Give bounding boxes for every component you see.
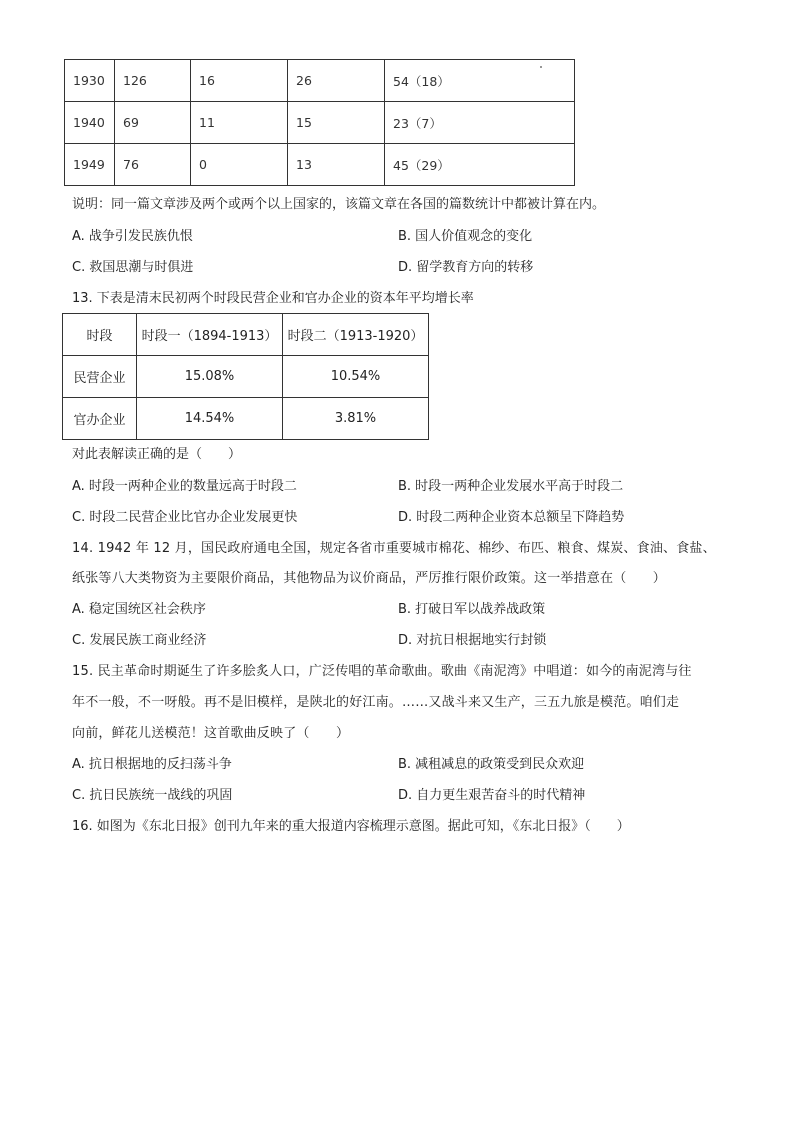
q15-option-d[interactable]: D. 自力更生艰苦奋斗的时代精神 <box>398 788 586 803</box>
q13-stem: 13. 下表是清末民初两个时段民营企业和官办企业的资本年平均增长率 <box>72 291 474 306</box>
q12-option-a[interactable]: A. 战争引发民族仇恨 <box>72 229 193 244</box>
growth-rate-table <box>62 313 429 440</box>
table-row <box>63 398 429 440</box>
table-cell: 10.54% <box>283 356 429 398</box>
q15-option-c[interactable]: C. 抗日民族统一战线的巩固 <box>72 788 233 803</box>
table-cell: 官办企业 <box>63 398 137 440</box>
q12-option-b[interactable]: B. 国人价值观念的变化 <box>398 229 533 244</box>
q15-option-b[interactable]: B. 减租减息的政策受到民众欢迎 <box>398 757 585 772</box>
table-cell: 11 <box>191 102 288 144</box>
q12-option-d[interactable]: D. 留学教育方向的转移 <box>398 260 534 275</box>
table-row <box>65 102 575 144</box>
table-cell: 1930 <box>65 60 115 102</box>
table-cell: 15 <box>288 102 385 144</box>
table-row <box>65 60 575 102</box>
q15-option-a[interactable]: A. 抗日根据地的反扫荡斗争 <box>72 757 232 772</box>
q14-stem-line2: 纸张等八大类物资为主要限价商品，其他物品为议价商品，严厉推行限价政策。这一举措意在（ ） <box>72 571 667 586</box>
table-cell: 民营企业 <box>63 356 137 398</box>
q12-option-c[interactable]: C. 救国思潮与时俱进 <box>72 260 194 275</box>
table-cell: 15.08% <box>137 356 283 398</box>
q15-stem-line3: 向前，鲜花儿送模范！这首歌曲反映了（ ） <box>72 726 350 741</box>
table-cell: 3.81% <box>283 398 429 440</box>
table-cell: 16 <box>191 60 288 102</box>
table-cell: 0 <box>191 144 288 186</box>
table-cell: 23（7） <box>385 102 575 144</box>
table-cell: 54（18） <box>385 60 575 102</box>
table-header-cell: 时段二（1913-1920） <box>283 314 429 356</box>
table-cell: 126 <box>115 60 191 102</box>
table-header-cell: 时段 <box>63 314 137 356</box>
q14-stem-line1: 14. 1942 年 12 月，国民政府通电全国，规定各省市重要城市棉花、棉纱、布匹、粮食、煤炭、食油、食盐、 <box>72 541 716 556</box>
table-row <box>63 356 429 398</box>
q13-question: 对此表解读正确的是（ ） <box>72 447 242 462</box>
q16-stem: 16. 如图为《东北日报》创刊九年来的重大报道内容梳理示意图。据此可知，《东北日报》（ ） <box>72 819 630 834</box>
table-note: 说明：同一篇文章涉及两个或两个以上国家的，该篇文章在各国的篇数统计中都被计算在内。 <box>72 197 606 212</box>
statistics-table <box>64 59 575 186</box>
q13-option-c[interactable]: C. 时段二民营企业比官办企业发展更快 <box>72 510 298 525</box>
table-cell: 69 <box>115 102 191 144</box>
q14-option-a[interactable]: A. 稳定国统区社会秩序 <box>72 602 206 617</box>
q14-option-c[interactable]: C. 发展民族工商业经济 <box>72 633 207 648</box>
q15-stem-line1: 15. 民主革命时期诞生了许多脍炙人口，广泛传唱的革命歌曲。歌曲《南泥湾》中唱道：如今的南泥湾与往 <box>72 664 692 679</box>
table-cell: 26 <box>288 60 385 102</box>
q14-option-d[interactable]: D. 对抗日根据地实行封锁 <box>398 633 547 648</box>
table-row <box>65 144 575 186</box>
table-cell: 1940 <box>65 102 115 144</box>
table-header-row <box>63 314 429 356</box>
table-cell: 1949 <box>65 144 115 186</box>
table-cell: 13 <box>288 144 385 186</box>
table-cell: 45（29） <box>385 144 575 186</box>
scan-speck <box>540 66 542 68</box>
q13-option-d[interactable]: D. 时段二两种企业资本总额呈下降趋势 <box>398 510 625 525</box>
table-cell: 76 <box>115 144 191 186</box>
q14-option-b[interactable]: B. 打破日军以战养战政策 <box>398 602 546 617</box>
q13-option-a[interactable]: A. 时段一两种企业的数量远高于时段二 <box>72 479 297 494</box>
table-cell: 14.54% <box>137 398 283 440</box>
q15-stem-line2: 年不一般，不一呀般。再不是旧模样，是陕北的好江南。……又战斗来又生产，三五九旅是模范。咱们走 <box>72 695 680 710</box>
table-header-cell: 时段一（1894-1913） <box>137 314 283 356</box>
q13-option-b[interactable]: B. 时段一两种企业发展水平高于时段二 <box>398 479 624 494</box>
